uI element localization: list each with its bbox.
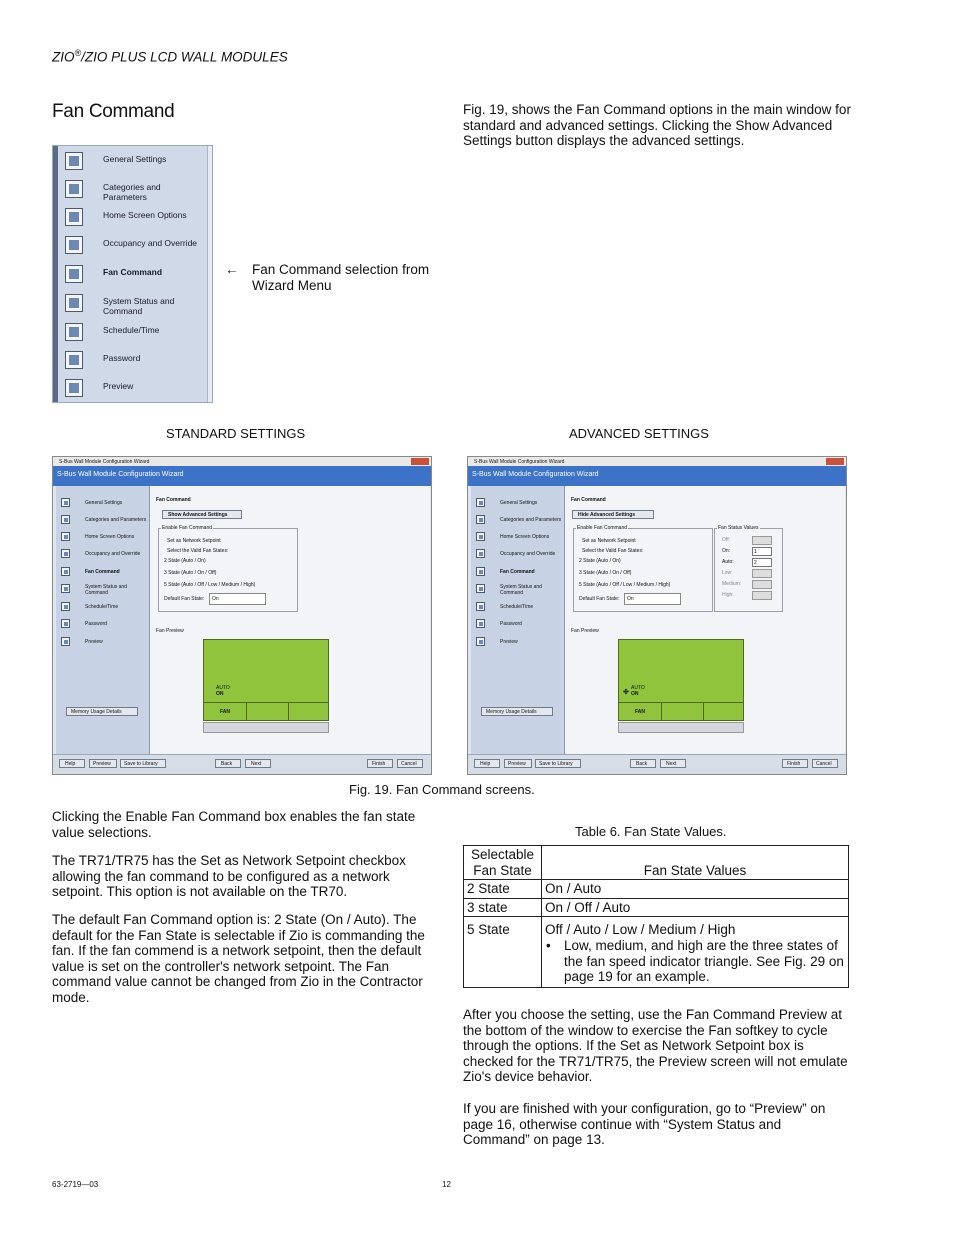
- preview-icon: [65, 379, 83, 397]
- enable-fan-group: Enable Fan Command Set as Network Setpoint Select the Valid Fan States: 2 State (Auto / On) 3 State (Auto / On / Off) 5 State (Auto / Off / Low / Medium / High) Default Fan State: On: [158, 528, 298, 612]
- home-screen-icon: [476, 532, 485, 541]
- system-status-icon: [61, 584, 70, 593]
- house-icon: [65, 236, 83, 254]
- standard-screenshot: S-Bus Wall Module Configuration Wizard S-Bus Wall Module Configuration Wizard General Settings Categories and Parameters Home Screen Options Occupancy and Override Fan Command System Status and Command Schedule/Time Password Preview Memory Usage Details Fan Command Show Advanced Settings Enable Fan Command Set as Network Setpoint Select the Valid Fan States: 2 State (Auto / On) 3 State (Auto / On / Off) 5 State (Auto / Off / Low / Medium / High) Default Fan State: On Fan Preview AUTO ON FAN Help Preview Save to Library Back Next Finish Cancel: [52, 456, 432, 775]
- menu-item-preview[interactable]: Preview: [63, 377, 203, 399]
- key-icon: [476, 619, 485, 628]
- preview-button[interactable]: Preview: [89, 759, 117, 768]
- callout-arrow: ←: [225, 262, 239, 277]
- memory-usage-button[interactable]: Memory Usage Details: [481, 707, 553, 716]
- status-off-field[interactable]: [752, 536, 772, 545]
- option-3-state[interactable]: 3 State (Auto / On / Off): [164, 570, 217, 576]
- table-header-state: Selectable Fan State: [464, 846, 542, 880]
- table-row: 5 State Off / Auto / Low / Medium / High • Low, medium, and high are the three states of the fan speed indicator triangle. See Fig. 29 on page 19 for an example.: [464, 917, 849, 987]
- save-to-library-button[interactable]: Save to Library: [120, 759, 166, 768]
- paragraph-continue: If you are finished with your configuration, go to “Preview” on page 16, otherwise continue with “System Status and Command” on page 13.: [463, 1101, 826, 1148]
- clock-icon: [476, 602, 485, 611]
- network-setpoint-checkbox[interactable]: Set as Network Setpoint: [582, 538, 636, 544]
- settings-icon: [65, 152, 83, 170]
- menu-item-home-screen[interactable]: Home Screen Options: [63, 206, 203, 228]
- help-button[interactable]: Help: [59, 759, 85, 768]
- standard-label: STANDARD SETTINGS: [166, 426, 306, 441]
- preview-icon: [476, 637, 485, 646]
- enable-fan-checkbox[interactable]: Enable Fan Command: [162, 525, 213, 531]
- system-status-icon: [476, 584, 485, 593]
- advanced-screenshot: S-Bus Wall Module Configuration Wizard S-Bus Wall Module Configuration Wizard General Settings Categories and Parameters Home Screen Options Occupancy and Override Fan Command System Status and Command Schedule/Time Password Preview Memory Usage Details Fan Command Hide Advanced Settings Enable Fan Command Set as Network Setpoint Select the Valid Fan States: 2 State (Auto / On) 3 State (Auto / On / Off) 5 State (Auto / Off / Low / Medium / High) Default Fan State: On Fan Status Values Off: On: Auto: Low: Medium: High: 1 2 Fan Preview ✤ AUTO ON FAN Help Preview Save to Library Back Next Finish Cancel: [467, 456, 847, 775]
- status-high-field[interactable]: [752, 591, 772, 600]
- enable-fan-checkbox[interactable]: Enable Fan Command: [577, 525, 628, 531]
- preview-button[interactable]: Preview: [504, 759, 532, 768]
- table-caption: Table 6. Fan State Values.: [575, 824, 727, 839]
- intro-paragraph: Fig. 19, shows the Fan Command options in the main window for standard and advanced settings. Clicking the Show Advanced Settings button displays the advanced settings.: [463, 102, 851, 149]
- categories-icon: [476, 515, 485, 524]
- menu-item-system-status[interactable]: System Status and Command: [63, 292, 203, 320]
- menu-callout: Fan Command selection from Wizard Menu: [252, 262, 430, 293]
- fan-status-values-group: Fan Status Values Off: On: Auto: Low: Medium: High: 1 2: [714, 528, 783, 612]
- home-screen-icon: [61, 532, 70, 541]
- key-icon: [65, 351, 83, 369]
- wizard-sidebar: General Settings Categories and Parameters Home Screen Options Occupancy and Override Fan Command System Status and Command Schedule/Time Password Preview Memory Usage Details: [56, 486, 150, 754]
- wizard-menu: [52, 145, 213, 403]
- network-setpoint-checkbox[interactable]: Set as Network Setpoint: [167, 538, 221, 544]
- page-number: 12: [442, 1180, 451, 1189]
- option-2-state[interactable]: 2 State (Auto / On): [164, 558, 206, 564]
- house-icon: [61, 549, 70, 558]
- close-icon[interactable]: [826, 458, 844, 465]
- menu-item-categories[interactable]: Categories and Parameters: [63, 178, 203, 200]
- paragraph-tr71: The TR71/TR75 has the Set as Network Setpoint checkbox allowing the fan command to be configured as a network setpoint. This option is not available on the TR70.: [52, 853, 406, 900]
- default-fan-state-select[interactable]: On: [209, 593, 266, 605]
- paragraph-default: The default Fan Command option is: 2 State (On / Auto). The default for the Fan State is selectable if Zio is commanding the fan. If the fan commend is a network setpoint, then the default value is set on the controller's network setpoint. The Fan command value cannot be changed from Zio in the Contractor mode.: [52, 912, 425, 1005]
- table-row: 2 State On / Auto: [464, 880, 849, 899]
- menu-item-password[interactable]: Password: [63, 349, 203, 371]
- settings-icon: [476, 498, 485, 507]
- running-header: ZIO®/ZIO PLUS LCD WALL MODULES: [52, 48, 288, 65]
- cancel-button[interactable]: Cancel: [812, 759, 838, 768]
- menu-item-general-settings[interactable]: General Settings: [63, 150, 203, 172]
- paragraph-enable: Clicking the Enable Fan Command box enables the fan state value selections.: [52, 809, 416, 840]
- fan-icon: [61, 567, 70, 576]
- option-2-state[interactable]: 2 State (Auto / On): [579, 558, 621, 564]
- wizard-main-pane: Fan Command Show Advanced Settings Enable Fan Command Set as Network Setpoint Select the Valid Fan States: 2 State (Auto / On) 3 State (Auto / On / Off) 5 State (Auto / Off / Low / Medium / High) Default Fan State: On Fan Preview AUTO ON FAN: [150, 486, 430, 754]
- status-on-field[interactable]: 1: [752, 547, 772, 556]
- paragraph-preview: After you choose the setting, use the Fan Command Preview at the bottom of the window to exercise the Fan softkey to cycle through the options. If the Set as Network Setpoint box is checked for the TR71/TR75, the Preview screen will not emulate Zio's device behavior.: [463, 1007, 848, 1085]
- wizard-button-bar: [468, 754, 846, 774]
- figure-caption: Fig. 19. Fan Command screens.: [349, 782, 535, 797]
- fan-state-table: [463, 845, 849, 988]
- table-row: 3 state On / Off / Auto: [464, 898, 849, 917]
- menu-item-occupancy[interactable]: Occupancy and Override: [63, 234, 203, 256]
- finish-button[interactable]: Finish: [782, 759, 808, 768]
- menu-item-fan-command[interactable]: Fan Command: [63, 263, 203, 285]
- enable-fan-group: Enable Fan Command Set as Network Setpoint Select the Valid Fan States: 2 State (Auto / On) 3 State (Auto / On / Off) 5 State (Auto / Off / Low / Medium / High) Default Fan State: On: [573, 528, 713, 612]
- table-header-values: Fan State Values: [542, 846, 849, 880]
- categories-icon: [65, 180, 83, 198]
- close-icon[interactable]: [411, 458, 429, 465]
- show-advanced-button[interactable]: Show Advanced Settings: [162, 510, 242, 519]
- preview-icon: [61, 637, 70, 646]
- hide-advanced-button[interactable]: Hide Advanced Settings: [572, 510, 654, 519]
- wizard-main-pane: Fan Command Hide Advanced Settings Enable Fan Command Set as Network Setpoint Select the Valid Fan States: 2 State (Auto / On) 3 State (Auto / On / Off) 5 State (Auto / Off / Low / Medium / High) Default Fan State: On Fan Status Values Off: On: Auto: Low: Medium: High: 1 2 Fan Preview ✤ AUTO ON FAN: [565, 486, 845, 754]
- advanced-label: ADVANCED SETTINGS: [569, 426, 709, 441]
- next-button[interactable]: Next: [245, 759, 271, 768]
- menu-scrollbar[interactable]: [207, 146, 212, 402]
- status-auto-field[interactable]: 2: [752, 558, 772, 567]
- clock-icon: [61, 602, 70, 611]
- option-5-state[interactable]: 5 State (Auto / Off / Low / Medium / High): [579, 582, 671, 588]
- lcd-preview: AUTO ON FAN: [203, 639, 329, 721]
- fan-softkey[interactable]: FAN: [635, 709, 645, 715]
- option-5-state[interactable]: 5 State (Auto / Off / Low / Medium / High): [164, 582, 256, 588]
- cancel-button[interactable]: Cancel: [397, 759, 423, 768]
- menu-item-schedule[interactable]: Schedule/Time: [63, 321, 203, 343]
- next-button[interactable]: Next: [660, 759, 686, 768]
- settings-icon: [61, 498, 70, 507]
- home-screen-icon: [65, 208, 83, 226]
- fan-icon: [65, 265, 83, 283]
- system-status-icon: [65, 294, 83, 312]
- memory-usage-button[interactable]: Memory Usage Details: [66, 707, 138, 716]
- clock-icon: [65, 323, 83, 341]
- status-medium-field[interactable]: [752, 580, 772, 589]
- back-button[interactable]: Back: [630, 759, 656, 768]
- finish-button[interactable]: Finish: [367, 759, 393, 768]
- back-button[interactable]: Back: [215, 759, 241, 768]
- fan-softkey[interactable]: FAN: [220, 709, 230, 715]
- default-fan-state-select[interactable]: On: [624, 593, 681, 605]
- lcd-preview: ✤ AUTO ON FAN: [618, 639, 744, 721]
- wizard-button-bar: [53, 754, 431, 774]
- fan-icon: ✤: [623, 689, 629, 696]
- help-button[interactable]: Help: [474, 759, 500, 768]
- section-title: Fan Command: [52, 101, 175, 122]
- wizard-sidebar: General Settings Categories and Parameters Home Screen Options Occupancy and Override Fan Command System Status and Command Schedule/Time Password Preview Memory Usage Details: [471, 486, 565, 754]
- house-icon: [476, 549, 485, 558]
- fan-icon: [476, 567, 485, 576]
- option-3-state[interactable]: 3 State (Auto / On / Off): [579, 570, 632, 576]
- status-low-field[interactable]: [752, 569, 772, 578]
- save-to-library-button[interactable]: Save to Library: [535, 759, 581, 768]
- categories-icon: [61, 515, 70, 524]
- document-number: 63-2719—03: [52, 1180, 99, 1189]
- key-icon: [61, 619, 70, 628]
- table-note: • Low, medium, and high are the three states of the fan speed indicator triangle. See Fig. 29 on page 19 for an example.: [545, 938, 845, 985]
